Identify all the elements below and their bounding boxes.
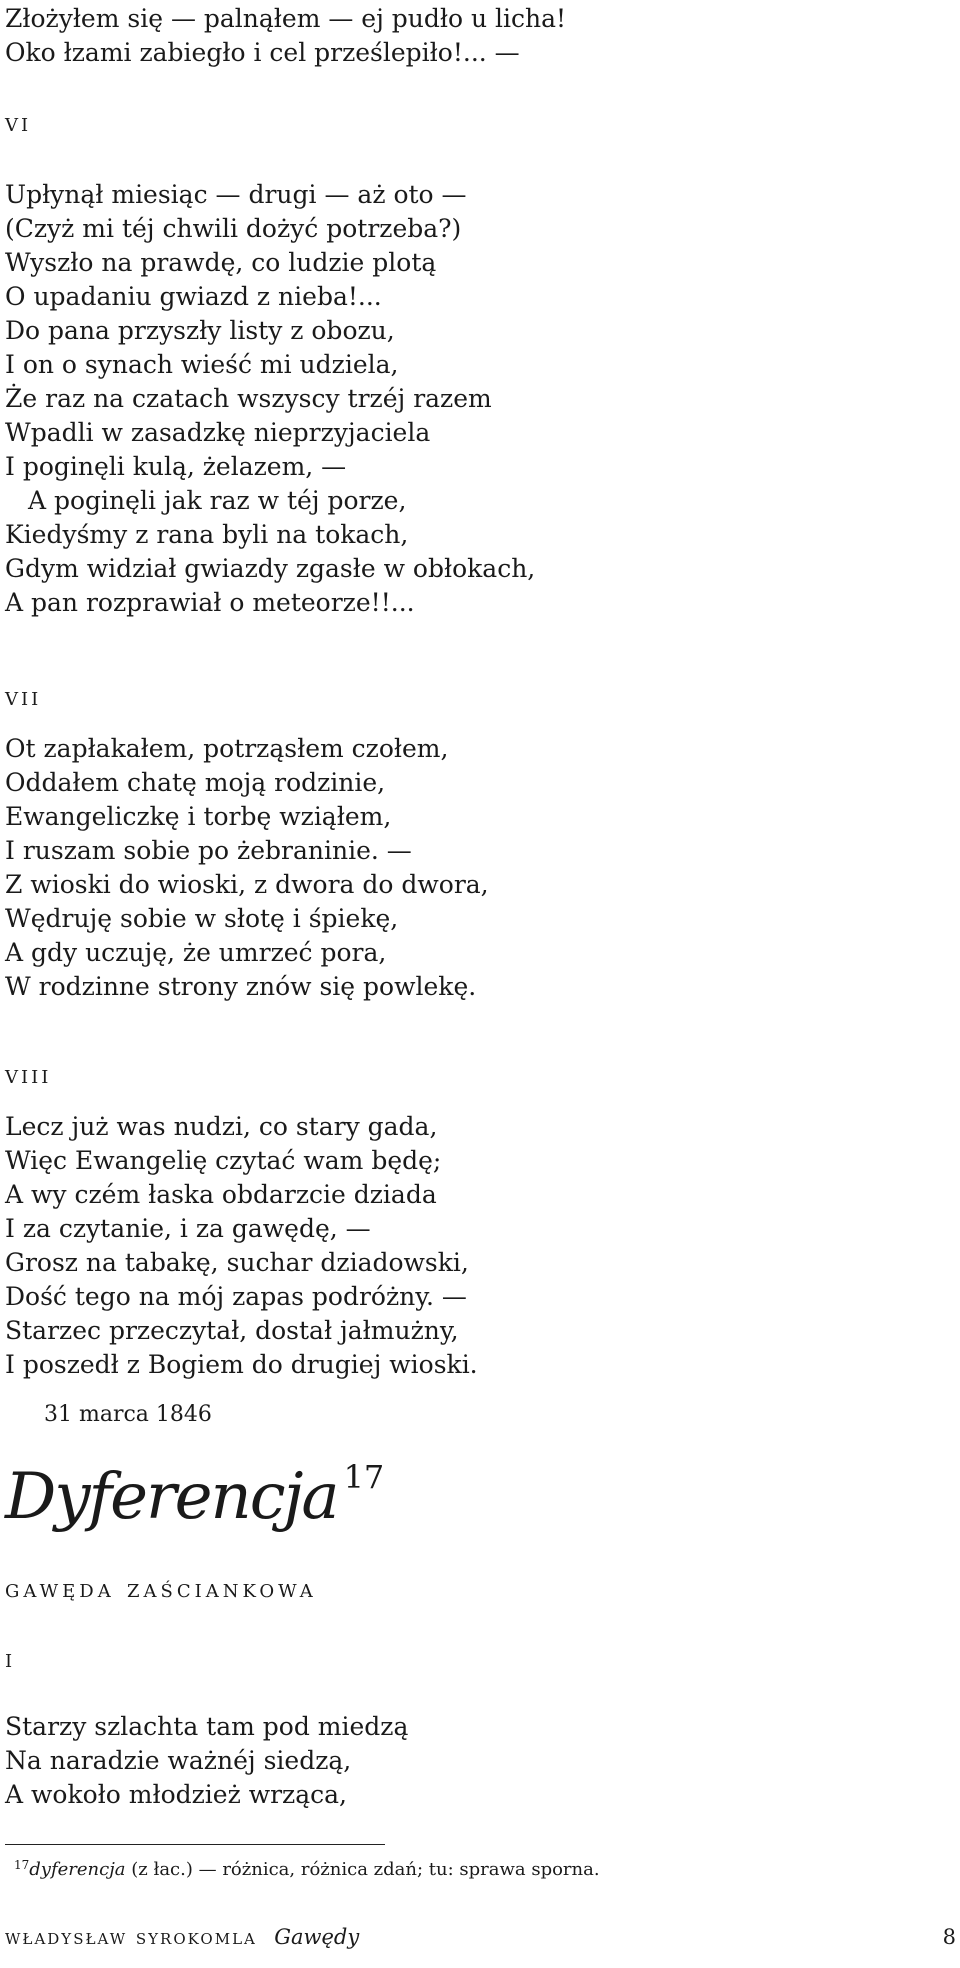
verse-line: A gdy uczuję, że umrzeć pora, xyxy=(5,938,387,967)
poem-title xyxy=(5,1458,384,1534)
page-number: 8 xyxy=(942,1925,956,1949)
footer-work-title: Gawędy xyxy=(274,1925,360,1949)
verse-line: Oko łzami zabiegło i cel prześlepiło!... — xyxy=(5,38,520,67)
verse-line: Kiedyśmy z rana byli na tokach, xyxy=(5,520,409,549)
footnote-text: (z łac.) — różnica, różnica zdań; tu: sprawa sporna. xyxy=(125,1859,600,1880)
verse-line: Grosz na tabakę, suchar dziadowski, xyxy=(5,1248,469,1277)
verse-line: Gdym widział gwiazdy zgasłe w obłokach, xyxy=(5,554,536,583)
section-heading-vi: vi xyxy=(5,108,32,137)
verse-line: A poginęli jak raz w téj porze, xyxy=(28,486,407,515)
footnote-term: dyferencja xyxy=(29,1859,126,1880)
verse-line: I za czytanie, i za gawędę, — xyxy=(5,1214,371,1243)
footnote xyxy=(14,1858,600,1880)
verse-line: Upłynął miesiąc — drugi — aż oto — xyxy=(5,180,467,209)
section-heading-vii: vii xyxy=(5,682,42,711)
verse-line: Starzec przeczytał, dostał jałmużny, xyxy=(5,1316,459,1345)
section-heading-viii: viii xyxy=(5,1060,52,1089)
footer-author: władysław syrokomla xyxy=(5,1925,257,1949)
verse-line: Złożyłem się — palnąłem — ej pudło u licha! xyxy=(5,4,567,33)
footnote-reference: 17 xyxy=(343,1458,385,1496)
footnote-separator xyxy=(5,1844,385,1845)
verse-line: Lecz już was nudzi, co stary gada, xyxy=(5,1112,438,1141)
verse-line: Wyszło na prawdę, co ludzie plotą xyxy=(5,248,437,277)
verse-line: A wy czém łaska obdarzcie dziada xyxy=(5,1180,437,1209)
running-footer xyxy=(5,1925,359,1949)
verse-line: W rodzinne strony znów się powlekę. xyxy=(5,972,477,1001)
verse-line: Więc Ewangelię czytać wam będę; xyxy=(5,1146,442,1175)
verse-line: A pan rozprawiał o meteorze!!... xyxy=(5,588,415,617)
verse-line: Starzy szlachta tam pod miedzą xyxy=(5,1712,409,1741)
verse-line: Do pana przyszły listy z obozu, xyxy=(5,316,395,345)
verse-line: Ot zapłakałem, potrząsłem czołem, xyxy=(5,734,449,763)
verse-line: I on o synach wieść mi udziela, xyxy=(5,350,399,379)
section-heading-i: i xyxy=(5,1644,16,1673)
verse-line: (Czyż mi téj chwili dożyć potrzeba?) xyxy=(5,214,462,243)
verse-line: Z wioski do wioski, z dwora do dwora, xyxy=(5,870,489,899)
poem-date: 31 marca 1846 xyxy=(44,1402,212,1427)
verse-line: O upadaniu gwiazd z nieba!... xyxy=(5,282,382,311)
verse-line: Dość tego na mój zapas podróżny. — xyxy=(5,1282,467,1311)
footnote-mark: 17 xyxy=(14,1858,30,1872)
verse-line: Oddałem chatę moją rodzinie, xyxy=(5,768,386,797)
verse-line: Ewangeliczkę i torbę wziąłem, xyxy=(5,802,392,831)
verse-line: Na naradzie ważnéj siedzą, xyxy=(5,1746,352,1775)
verse-line: A wokoło młodzież wrząca, xyxy=(5,1780,347,1809)
verse-line: I poginęli kulą, żelazem, — xyxy=(5,452,347,481)
verse-line: Wędruję sobie w słotę i śpiekę, xyxy=(5,904,399,933)
verse-line: Że raz na czatach wszyscy trzéj razem xyxy=(5,384,492,413)
verse-line: Wpadli w zasadzkę nieprzyjaciela xyxy=(5,418,431,447)
verse-line: I ruszam sobie po żebraninie. — xyxy=(5,836,412,865)
poem-title-text: Dyferencja xyxy=(5,1460,338,1534)
verse-line: I poszedł z Bogiem do drugiej wioski. xyxy=(5,1350,478,1379)
poem-subtitle: gawęda zaściankowa xyxy=(5,1574,317,1604)
